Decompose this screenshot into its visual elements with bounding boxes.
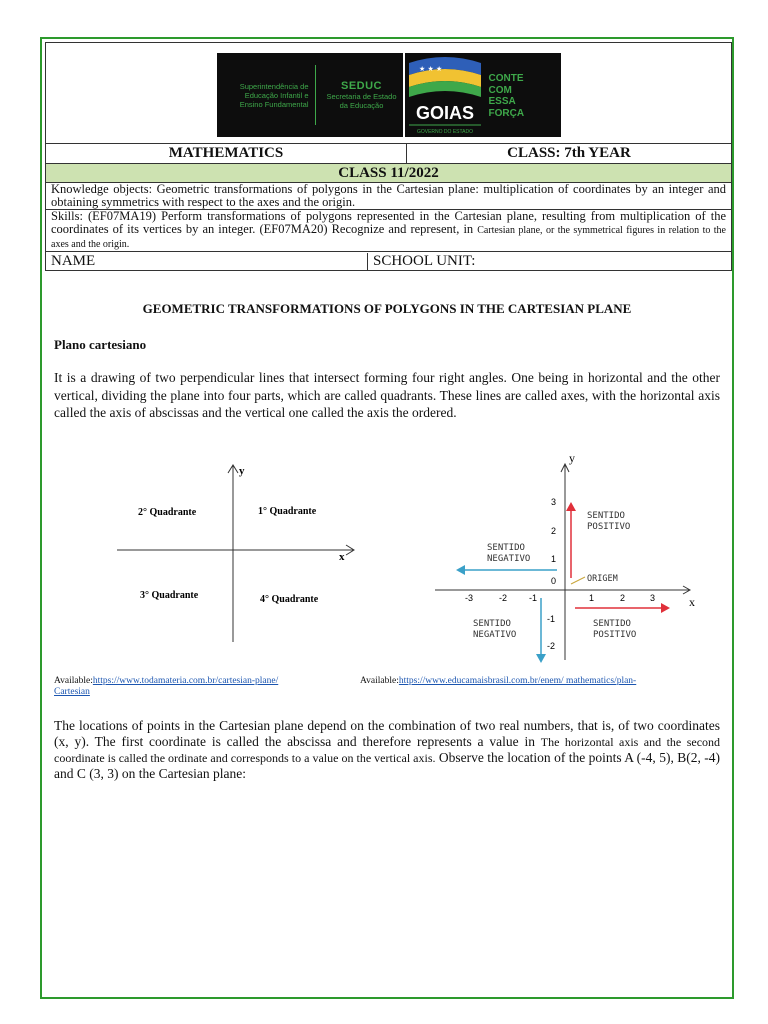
neg-label-1: SENTIDO xyxy=(487,543,525,553)
y-tick: 3 xyxy=(551,497,557,507)
goias-subtitle: GOVERNO DO ESTADO xyxy=(416,129,473,135)
source-2-label: Available: xyxy=(360,676,399,686)
class-number-cell: CLASS 11/2022 xyxy=(46,164,732,183)
paragraph-2c: Observe the location of the points A (-4, 5), B(2, -4) and C (3, 3) on the Cartesian plane: xyxy=(54,750,720,781)
quadrant-2-label: 2° Quadrante xyxy=(138,507,197,518)
seduc-name: SEDUC xyxy=(340,80,382,92)
paragraph-2b: The horizontal axis and the second coordinate is called the ordinate and corresponds to a value on the vertical axis. xyxy=(54,735,721,765)
source-1 xyxy=(54,676,278,698)
quadrant-3-label: 3° Quadrante xyxy=(140,590,199,601)
fig1-y-label: y xyxy=(239,465,245,477)
arrowhead-icon xyxy=(661,603,670,613)
slogan: CONTE COM ESSA FORÇA xyxy=(488,73,525,119)
source-1-link[interactable]: https://www.todamateria.com.br/cartesian-plane/ xyxy=(92,676,279,686)
goias-logo xyxy=(405,53,561,137)
goias-flag-icon xyxy=(405,53,485,137)
y-tick: -1 xyxy=(547,614,556,624)
x-tick: 1 xyxy=(589,593,595,603)
seduc-left-text: Superintendência de Educação Infantil e Ensino Fundamental xyxy=(239,81,309,109)
pos-label-4: POSITIVO xyxy=(593,630,637,640)
knowledge-objects: Knowledge objects: Geometric transformations of polygons in the Cartesian plane: multiplication of coordinates by an integer and obtaining symmetrics with respect to the axes and the origin. xyxy=(46,183,732,210)
fig2-y-label: y xyxy=(569,451,575,465)
axis-directions-figure xyxy=(425,450,705,670)
pos-label-1: SENTIDO xyxy=(587,511,625,521)
fig1-x-label: x xyxy=(339,551,345,563)
name-row xyxy=(46,252,732,271)
source-1-link-cont[interactable]: Cartesian xyxy=(54,687,90,697)
x-tick: -1 xyxy=(529,593,538,603)
x-tick: 3 xyxy=(650,593,656,603)
school-unit-field[interactable]: SCHOOL UNIT: xyxy=(373,252,476,269)
y-tick: 1 xyxy=(551,554,557,564)
skills-text-small: Cartesian plane, or the symmetrical figures in relation to the axes and the origin. xyxy=(51,225,726,250)
page-title: GEOMETRIC TRANSFORMATIONS OF POLYGONS IN THE CARTESIAN PLANE xyxy=(142,301,632,316)
y-tick: 2 xyxy=(551,526,557,536)
y-tick: 0 xyxy=(551,576,557,586)
pos-label-2: POSITIVO xyxy=(587,522,631,532)
neg-label-2: NEGATIVO xyxy=(487,554,531,564)
origin-label: ORIGEM xyxy=(587,574,618,584)
arrowhead-icon xyxy=(456,565,465,575)
source-2 xyxy=(360,676,636,687)
quadrant-1-label: 1° Quadrante xyxy=(258,506,317,517)
skills-text: Skills: (EF07MA19) Perform transformations of polygons represented in the Cartesian plane, resulting from multiplication of the coordinates of its vertices by an integer. (EF07MA20) Recognize and represent, in xyxy=(51,209,726,236)
fig2-x-label: x xyxy=(689,595,695,609)
x-tick: -3 xyxy=(465,593,474,603)
goias-wordmark: GOIAS xyxy=(415,103,474,123)
quadrants-figure xyxy=(105,460,365,650)
y-tick: -2 xyxy=(547,641,556,651)
section-heading: Plano cartesiano xyxy=(54,337,147,352)
neg-label-3: SENTIDO xyxy=(473,619,511,629)
arrowhead-icon xyxy=(566,502,576,511)
header-table xyxy=(45,42,732,271)
paragraph-2 xyxy=(54,718,720,782)
subject-cell: MATHEMATICS xyxy=(46,144,407,164)
logos xyxy=(217,53,561,137)
seduc-logo xyxy=(217,53,403,137)
source-1-label: Available: xyxy=(54,676,93,686)
source-2-link[interactable]: https://www.educamaisbrasil.com.br/enem/ mathematics/plan- xyxy=(398,676,637,686)
neg-label-4: NEGATIVO xyxy=(473,630,517,640)
x-tick: -2 xyxy=(499,593,508,603)
svg-text:★ ★ ★: ★ ★ ★ xyxy=(418,65,442,73)
pos-label-3: SENTIDO xyxy=(593,619,631,629)
arrowhead-icon xyxy=(536,654,546,663)
skills-cell xyxy=(46,210,732,252)
quadrant-4-label: 4° Quadrante xyxy=(260,594,319,605)
seduc-subtitle: Secretaria de Estado da Educação xyxy=(326,92,397,110)
paragraph-1: It is a drawing of two perpendicular lines that intersect forming four right angles. One being in horizontal and the other vertical, dividing the plane into four parts, which are called quadrants. These lines are called axes, with the horizontal axis called the axis of abscissas and the vertical one called the axis the ordered. xyxy=(54,370,720,420)
name-field[interactable]: NAME xyxy=(51,253,368,270)
logo-cell xyxy=(46,43,732,144)
paragraph-2a: The locations of points in the Cartesian plane depend on the combination of two real numbers, that is, of two coordinates (x, y). The first coordinate is called the abscissa and therefore represents a value in xyxy=(54,718,720,749)
class-year-cell: CLASS: 7th YEAR xyxy=(407,144,732,164)
x-tick: 2 xyxy=(620,593,626,603)
origin-pointer xyxy=(571,577,585,584)
